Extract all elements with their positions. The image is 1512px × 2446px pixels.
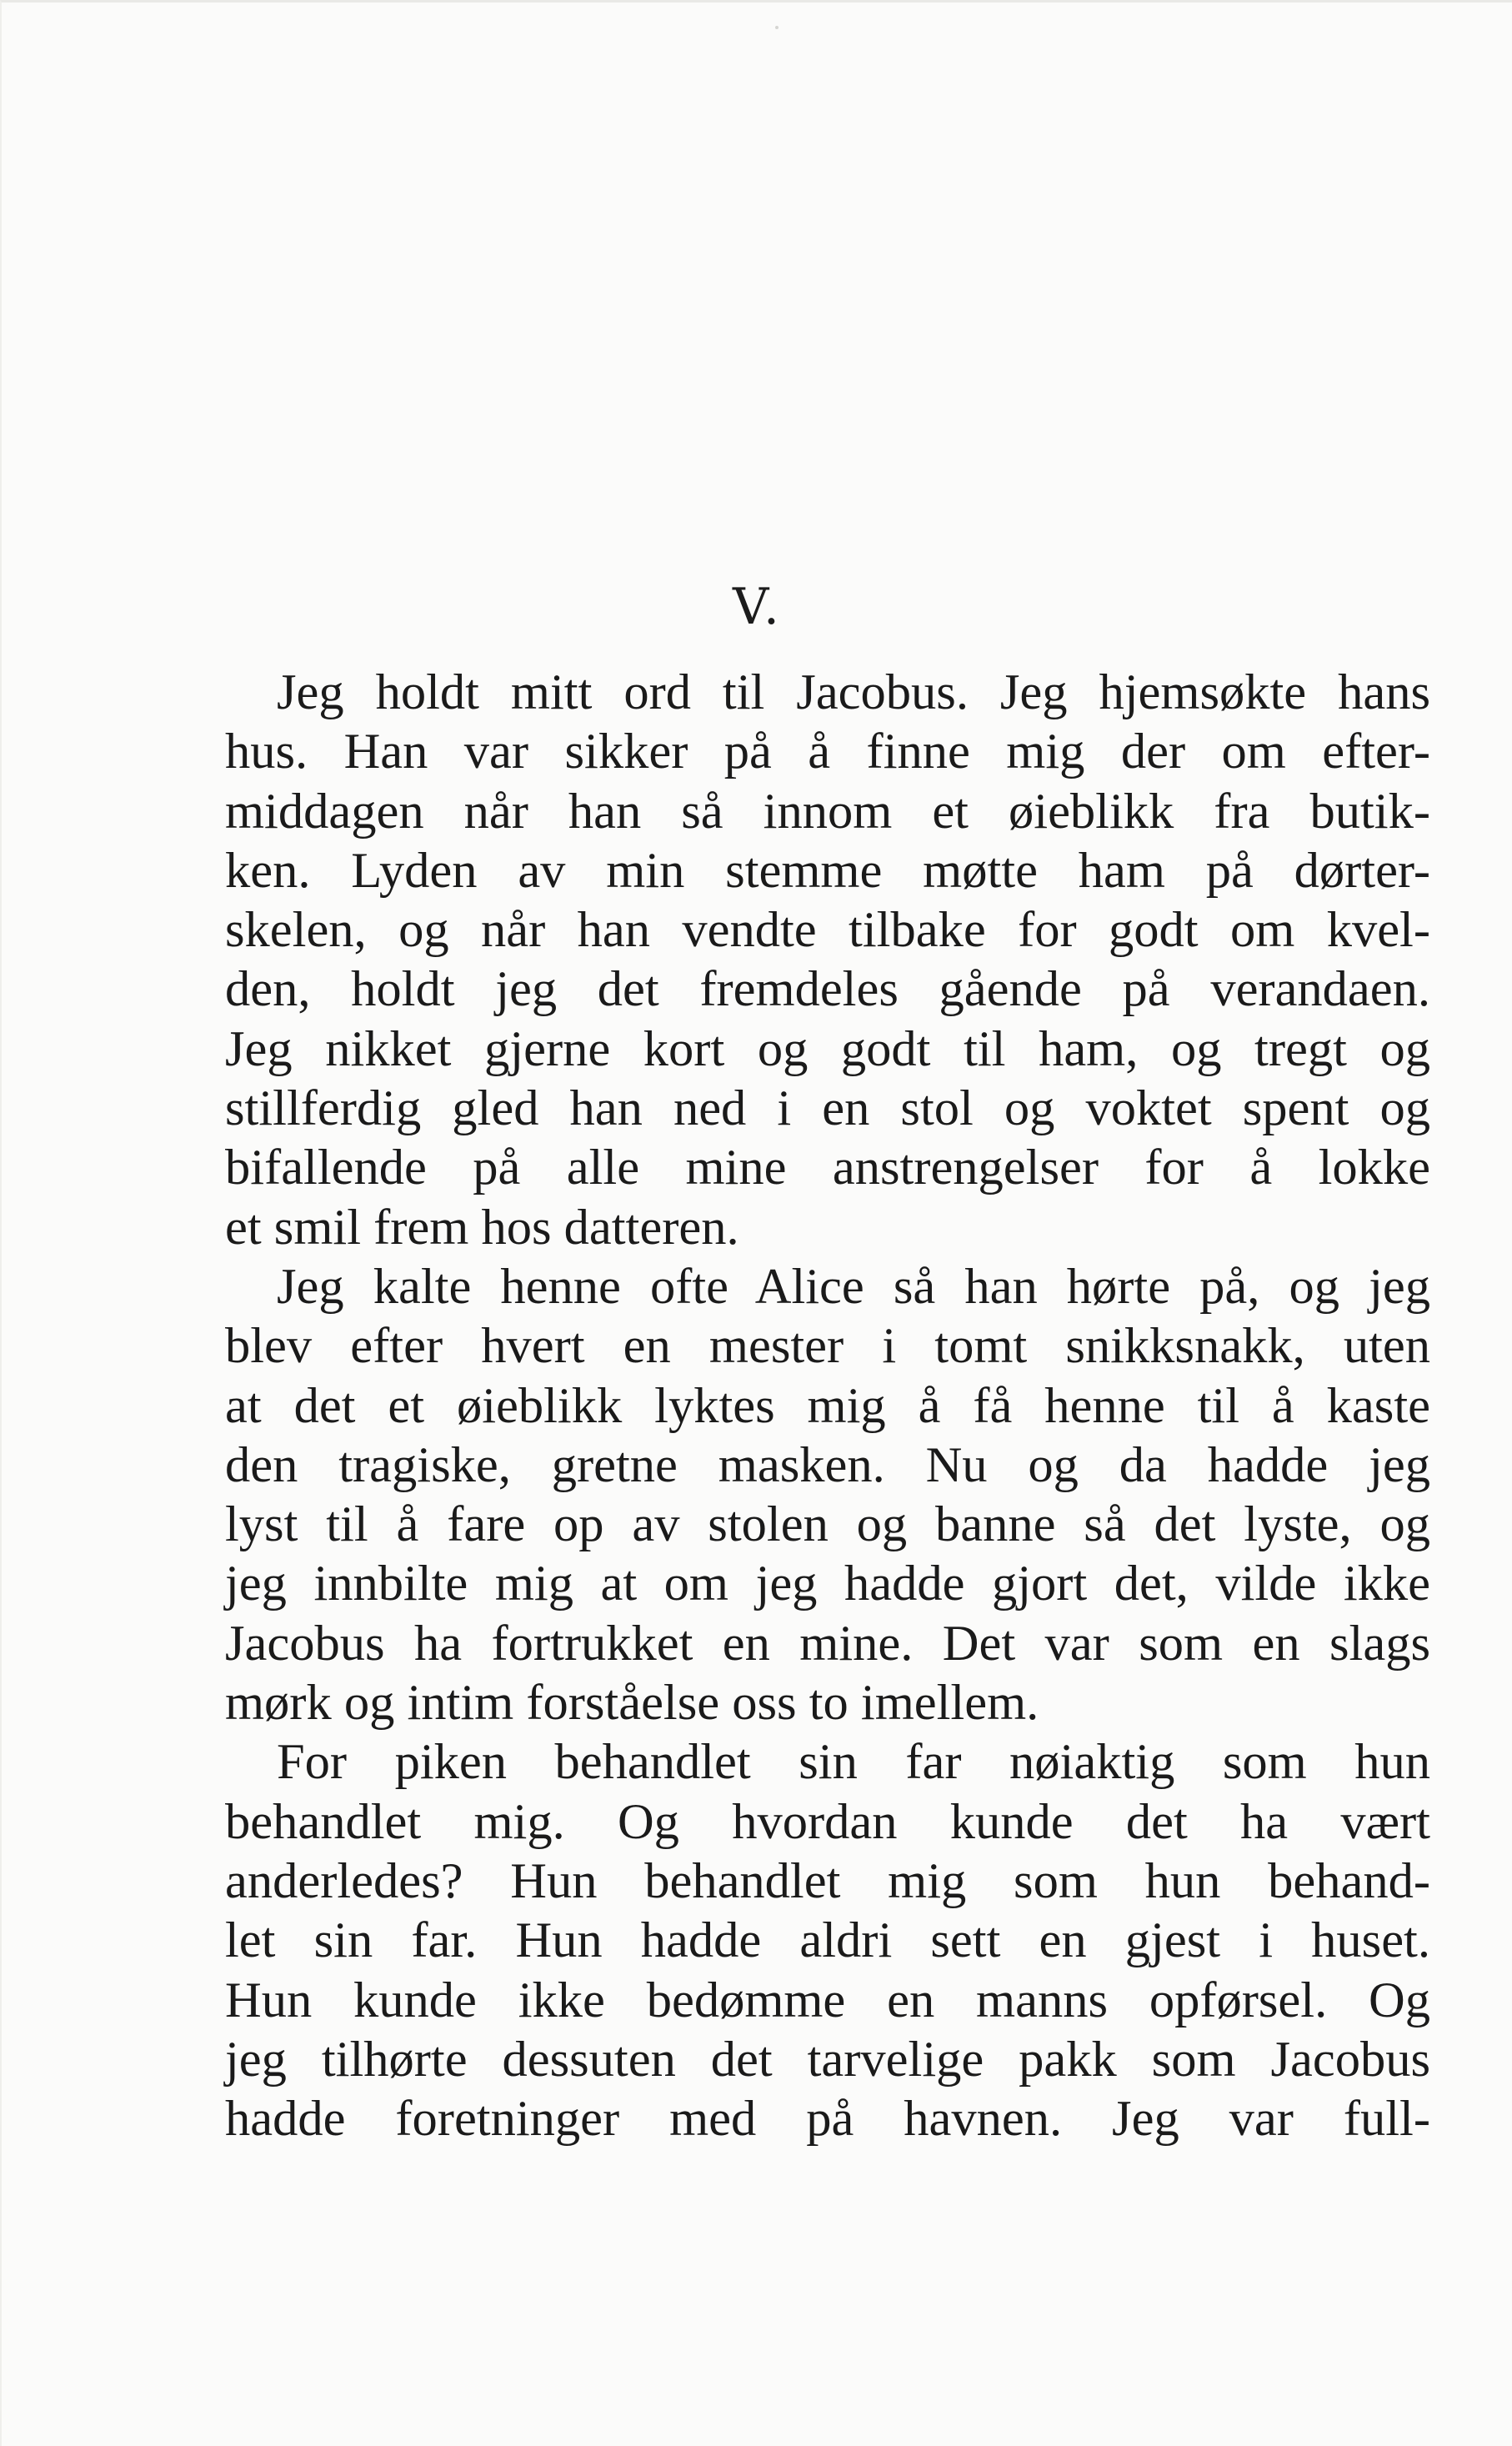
text-line: bifallende på alle mine anstrengelser for å lokke (225, 1140, 1430, 1196)
text-line: lyst til å fare op av stolen og banne så det lyste, og (225, 1496, 1430, 1553)
text-line: Jeg kalte henne ofte Alice så han hørte på, og jeg (277, 1258, 1430, 1315)
text-line: et smil frem hos datteren. (225, 1199, 739, 1256)
text-line: Jacobus ha fortrukket en mine. Det var som en slags (225, 1615, 1430, 1672)
text-line: at det et øieblikk lyktes mig å få henne til å kaste (225, 1377, 1430, 1434)
text-line: jeg tilhørte dessuten det tarvelige pakk som Jacobus (225, 2031, 1430, 2088)
text-line: behandlet mig. Og hvordan kunde det ha vært (225, 1793, 1430, 1850)
text-line: Hun kunde ikke bedømme en manns opførsel. Og (225, 1972, 1430, 2028)
text-line: hadde foretninger med på havnen. Jeg var full- (225, 2091, 1430, 2148)
text-line: middagen når han så innom et øieblikk fra butik- (225, 783, 1430, 840)
text-line: mørk og intim forståelse oss to imellem. (225, 1675, 1039, 1732)
text-line: Jeg holdt mitt ord til Jacobus. Jeg hjemsøkte hans (277, 664, 1430, 720)
paper-speck (775, 26, 779, 29)
chapter-heading: V. (733, 578, 783, 636)
text-line: stillferdig gled han ned i en stol og voktet spent og (225, 1080, 1430, 1137)
text-line: For piken behandlet sin far nøiaktig som hun (277, 1734, 1430, 1791)
text-line: den, holdt jeg det fremdeles gående på verandaen. (225, 961, 1430, 1018)
text-line: den tragiske, gretne masken. Nu og da hadde jeg (225, 1436, 1430, 1493)
text-line: let sin far. Hun hadde aldri sett en gjest i huset. (225, 1912, 1430, 1969)
text-line: blev efter hvert en mester i tomt snikksnakk, uten (225, 1318, 1430, 1375)
text-line: jeg innbilte mig at om jeg hadde gjort det, vilde ikke (225, 1556, 1430, 1612)
text-line: ken. Lyden av min stemme møtte ham på dørter- (225, 842, 1430, 899)
text-line: anderledes? Hun behandlet mig som hun behand- (225, 1852, 1430, 1909)
text-line: hus. Han var sikker på å finne mig der om efter- (225, 724, 1430, 780)
text-line: skelen, og når han vendte tilbake for godt om kvel- (225, 902, 1430, 959)
body-text (225, 663, 1430, 2148)
text-line: Jeg nikket gjerne kort og godt til ham, og tregt og (225, 1020, 1430, 1077)
